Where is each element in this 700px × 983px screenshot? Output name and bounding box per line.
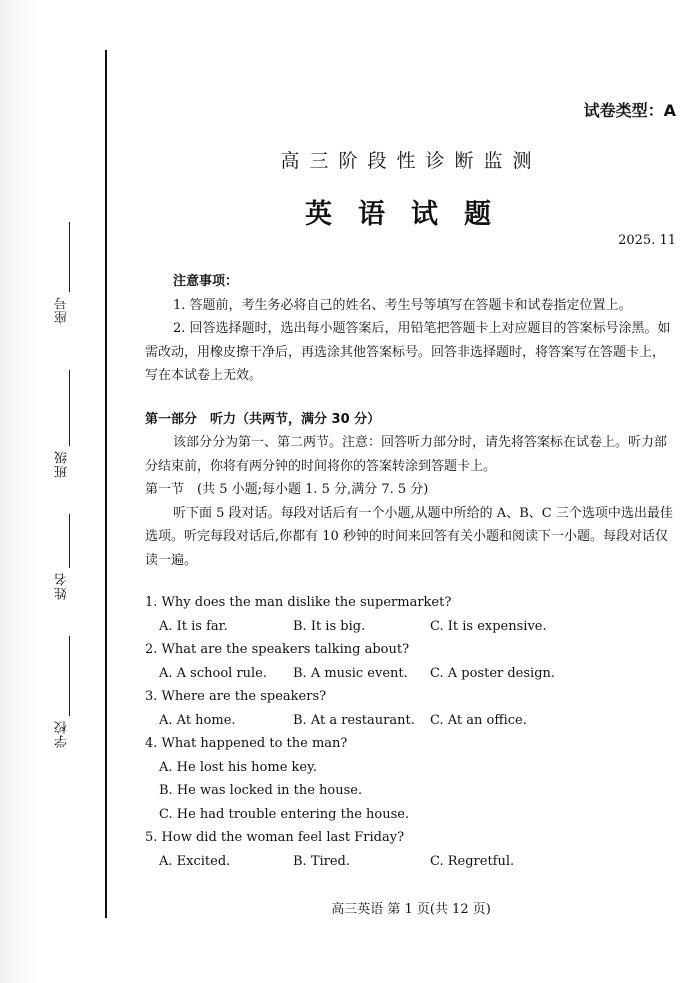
exam-content <box>145 270 677 873</box>
notice-item-2: 2. 回答选择题时，选出每小题答案后，用铅笔把答题卡上对应题目的答案标号涂黑。如需改动，用橡皮擦干净后，再选涂其他答案标号。回答非选择题时，将答案写在答题卡上，写在本试卷上无效。 <box>145 321 671 383</box>
school-field <box>55 636 71 756</box>
seat-number-underline <box>69 222 70 292</box>
part1-heading: 第一部分 听力（共两节，满分 30 分） <box>145 411 381 427</box>
question-5-option-c: C. Regretful. <box>430 853 515 869</box>
question-2-option-a: A. A school rule. <box>159 665 268 681</box>
class-underline <box>69 370 70 446</box>
spacer <box>145 572 677 591</box>
name-field <box>55 514 71 634</box>
school-label: 学校 <box>55 720 70 748</box>
class-field <box>55 370 71 490</box>
question-2-option-c: C. A poster design. <box>430 665 556 681</box>
question-1-stem: 1. Why does the man dislike the supermarket? <box>145 595 452 610</box>
question-3-option-b: B. At a restaurant. <box>293 712 415 728</box>
seat-number-label: 座号 <box>55 296 70 324</box>
question-5-option-b: B. Tired. <box>293 853 351 869</box>
question-5-option-a: A. Excited. <box>159 853 231 869</box>
spacer <box>145 388 677 408</box>
question-1-option-b: B. It is big. <box>293 618 366 634</box>
question-1-options <box>145 615 677 639</box>
seat-number-field <box>55 222 71 342</box>
question-2-options <box>145 662 677 686</box>
part1-intro: 该部分分为第一、第二两节。注意：回答听力部分时，请先将答案标在试卷上。听力部分结束前，你将有两分钟的时间将你的答案转涂到答题卡上。 <box>145 435 668 474</box>
question-2-option-b: B. A music event. <box>293 665 408 681</box>
school-underline <box>69 636 70 716</box>
exam-subtitle: 高三阶段性诊断监测 <box>280 150 542 172</box>
exam-date: 2025. 11 <box>618 233 676 248</box>
question-3-option-c: C. At an office. <box>430 712 527 728</box>
question-1-option-a: A. It is far. <box>159 618 228 634</box>
section1-heading: 第一节 (共 5 小题;每小题 1. 5 分,满分 7. 5 分) <box>145 482 429 497</box>
question-1-option-c: C. It is expensive. <box>430 618 547 634</box>
section1-intro: 听下面 5 段对话。每段对话后有一个小题,从题中所给的 A、B、C 三个选项中选出最佳选项。听完每段对话后,你都有 10 秒钟的时间来回答有关小题和阅读下一小题。每段对话仅读一遍。 <box>145 505 673 568</box>
notice-item-1: 1. 答题前，考生务必将自己的姓名、考生号等填写在答题卡和试卷指定位置上。 <box>173 297 632 313</box>
question-4-option-b: B. He was locked in the house. <box>159 783 363 798</box>
question-4-option-a: A. He lost his home key. <box>159 759 317 775</box>
question-3-stem: 3. Where are the speakers? <box>145 689 327 704</box>
question-2-stem: 2. What are the speakers talking about? <box>145 642 410 657</box>
exam-type: 试卷类型：A <box>583 101 676 120</box>
question-4-option-c: C. He had trouble entering the house. <box>159 806 410 822</box>
question-5-options <box>145 850 677 874</box>
name-underline <box>69 514 70 568</box>
question-3-option-a: A. At home. <box>159 712 236 728</box>
question-3-options <box>145 709 677 733</box>
page-footer: 高三英语 第 1 页(共 12 页) <box>331 902 491 917</box>
exam-title: 英语试题 <box>305 199 517 230</box>
question-4-stem: 4. What happened to the man? <box>145 736 348 751</box>
name-label: 姓名 <box>55 572 70 600</box>
class-label: 班级 <box>55 450 70 478</box>
question-5-stem: 5. How did the woman feel last Friday? <box>145 830 405 845</box>
binding-line <box>105 50 107 918</box>
notice-heading: 注意事项： <box>173 274 239 289</box>
